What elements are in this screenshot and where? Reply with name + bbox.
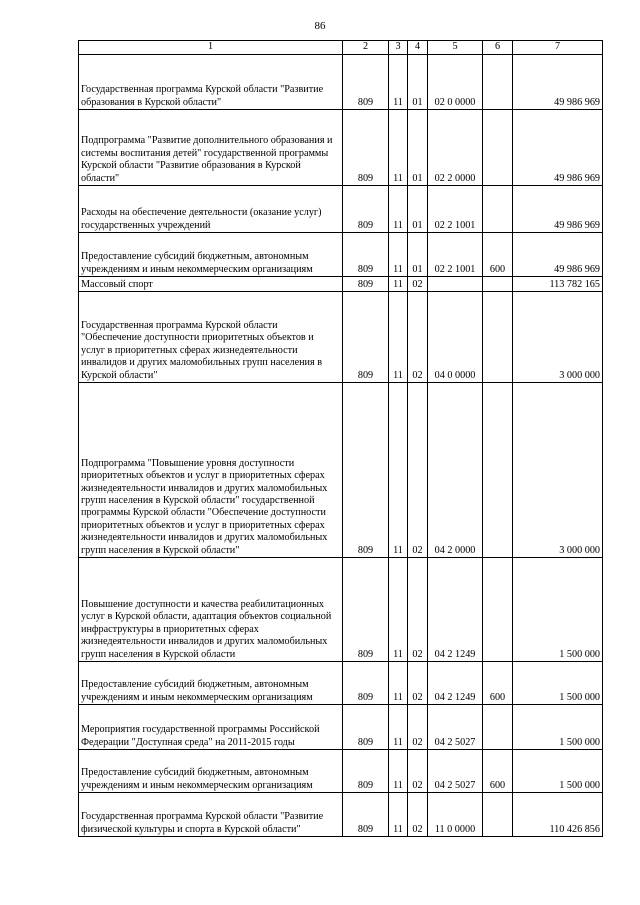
cell-expense-type bbox=[483, 793, 513, 837]
cell-expense-type bbox=[483, 705, 513, 750]
cell-name: Расходы на обеспечение деятельности (оказание услуг) государственных учреждений bbox=[79, 186, 343, 233]
cell-expense-type bbox=[483, 186, 513, 233]
cell-subsection: 01 bbox=[408, 186, 428, 233]
cell-ministry: 809 bbox=[343, 110, 389, 186]
cell-amount: 110 426 856 bbox=[513, 793, 603, 837]
cell-expense-type bbox=[483, 55, 513, 110]
cell-target: 04 2 5027 bbox=[428, 750, 483, 793]
cell-subsection: 02 bbox=[408, 705, 428, 750]
cell-subsection: 02 bbox=[408, 383, 428, 558]
cell-subsection: 02 bbox=[408, 793, 428, 837]
cell-ministry: 809 bbox=[343, 793, 389, 837]
page-number: 86 bbox=[314, 20, 326, 32]
table-row bbox=[79, 186, 603, 233]
budget-table bbox=[78, 40, 603, 837]
cell-ministry: 809 bbox=[343, 705, 389, 750]
cell-target: 02 2 0000 bbox=[428, 110, 483, 186]
column-header-subsection: 4 bbox=[408, 41, 428, 55]
cell-amount: 1 500 000 bbox=[513, 662, 603, 705]
cell-section: 11 bbox=[389, 292, 408, 383]
cell-name: Государственная программа Курской области "Обеспечение доступности приоритетных объектов и услуг в приоритетных сферах жизнедеятельности инвалидов и других маломобильных групп населения в Курской области" bbox=[79, 292, 343, 383]
cell-subsection: 02 bbox=[408, 277, 428, 292]
column-header-name: 1 bbox=[79, 41, 343, 55]
cell-section: 11 bbox=[389, 110, 408, 186]
cell-amount: 49 986 969 bbox=[513, 110, 603, 186]
table-row bbox=[79, 292, 603, 383]
cell-amount: 1 500 000 bbox=[513, 705, 603, 750]
cell-amount: 49 986 969 bbox=[513, 233, 603, 277]
cell-ministry: 809 bbox=[343, 233, 389, 277]
cell-expense-type bbox=[483, 383, 513, 558]
cell-subsection: 01 bbox=[408, 233, 428, 277]
table-row bbox=[79, 383, 603, 558]
cell-target: 02 2 1001 bbox=[428, 186, 483, 233]
cell-section: 11 bbox=[389, 750, 408, 793]
cell-name: Предоставление субсидий бюджетным, автономным учреждениям и иным некоммерческим организациям bbox=[79, 750, 343, 793]
column-header-expense-type: 6 bbox=[483, 41, 513, 55]
column-header-ministry: 2 bbox=[343, 41, 389, 55]
cell-ministry: 809 bbox=[343, 750, 389, 793]
cell-target: 04 2 0000 bbox=[428, 383, 483, 558]
cell-subsection: 02 bbox=[408, 558, 428, 662]
cell-expense-type bbox=[483, 558, 513, 662]
cell-expense-type: 600 bbox=[483, 233, 513, 277]
cell-name: Подпрограмма "Развитие дополнительного образования и системы воспитания детей" государственной программы Курской области "Развитие образования в Курской области" bbox=[79, 110, 343, 186]
table-row bbox=[79, 55, 603, 110]
cell-target: 04 2 5027 bbox=[428, 705, 483, 750]
table-row bbox=[79, 793, 603, 837]
cell-expense-type bbox=[483, 277, 513, 292]
cell-name: Государственная программа Курской области "Развитие физической культуры и спорта в Курской области" bbox=[79, 793, 343, 837]
cell-expense-type bbox=[483, 292, 513, 383]
cell-section: 11 bbox=[389, 277, 408, 292]
cell-name: Предоставление субсидий бюджетным, автономным учреждениям и иным некоммерческим организациям bbox=[79, 662, 343, 705]
cell-section: 11 bbox=[389, 383, 408, 558]
cell-section: 11 bbox=[389, 705, 408, 750]
cell-amount: 49 986 969 bbox=[513, 55, 603, 110]
cell-amount: 3 000 000 bbox=[513, 383, 603, 558]
table-row bbox=[79, 277, 603, 292]
cell-section: 11 bbox=[389, 662, 408, 705]
cell-ministry: 809 bbox=[343, 55, 389, 110]
cell-name: Предоставление субсидий бюджетным, автономным учреждениям и иным некоммерческим организациям bbox=[79, 233, 343, 277]
table-row bbox=[79, 662, 603, 705]
cell-target: 02 2 1001 bbox=[428, 233, 483, 277]
cell-amount: 1 500 000 bbox=[513, 558, 603, 662]
cell-section: 11 bbox=[389, 55, 408, 110]
cell-ministry: 809 bbox=[343, 383, 389, 558]
cell-subsection: 02 bbox=[408, 292, 428, 383]
cell-target: 04 0 0000 bbox=[428, 292, 483, 383]
cell-target: 04 2 1249 bbox=[428, 662, 483, 705]
cell-subsection: 01 bbox=[408, 110, 428, 186]
cell-subsection: 01 bbox=[408, 55, 428, 110]
cell-amount: 49 986 969 bbox=[513, 186, 603, 233]
table-row bbox=[79, 233, 603, 277]
cell-name: Мероприятия государственной программы Российской Федерации "Доступная среда" на 2011-2015 годы bbox=[79, 705, 343, 750]
cell-name: Государственная программа Курской области "Развитие образования в Курской области" bbox=[79, 55, 343, 110]
cell-expense-type: 600 bbox=[483, 750, 513, 793]
table-row bbox=[79, 110, 603, 186]
cell-name: Повышение доступности и качества реабилитационных услуг в Курской области, адаптация объектов социальной инфраструктуры в приоритетных сферах жизнедеятельности инвалидов и других маломобильных групп населения в Курской области bbox=[79, 558, 343, 662]
cell-amount: 3 000 000 bbox=[513, 292, 603, 383]
cell-target: 11 0 0000 bbox=[428, 793, 483, 837]
cell-name: Массовый спорт bbox=[79, 277, 343, 292]
cell-ministry: 809 bbox=[343, 186, 389, 233]
column-header-row bbox=[79, 41, 603, 55]
cell-name: Подпрограмма "Повышение уровня доступности приоритетных объектов и услуг в приоритетных сферах жизнедеятельности инвалидов и других маломобильных групп населения в Курской области" государственной программы Курской области "Обеспечение доступности приоритетных объектов и услуг в приоритетных сферах жизнедеятельности инвалидов и других маломобильных групп населения в Курской области" bbox=[79, 383, 343, 558]
cell-section: 11 bbox=[389, 558, 408, 662]
cell-section: 11 bbox=[389, 233, 408, 277]
cell-subsection: 02 bbox=[408, 750, 428, 793]
table-row bbox=[79, 558, 603, 662]
cell-section: 11 bbox=[389, 793, 408, 837]
cell-expense-type bbox=[483, 110, 513, 186]
cell-subsection: 02 bbox=[408, 662, 428, 705]
column-header-amount: 7 bbox=[513, 41, 603, 55]
table-row bbox=[79, 750, 603, 793]
cell-target: 02 0 0000 bbox=[428, 55, 483, 110]
column-header-section: 3 bbox=[389, 41, 408, 55]
cell-ministry: 809 bbox=[343, 277, 389, 292]
cell-section: 11 bbox=[389, 186, 408, 233]
cell-amount: 113 782 165 bbox=[513, 277, 603, 292]
cell-ministry: 809 bbox=[343, 558, 389, 662]
cell-expense-type: 600 bbox=[483, 662, 513, 705]
table-row bbox=[79, 705, 603, 750]
column-header-target: 5 bbox=[428, 41, 483, 55]
cell-amount: 1 500 000 bbox=[513, 750, 603, 793]
cell-ministry: 809 bbox=[343, 662, 389, 705]
cell-ministry: 809 bbox=[343, 292, 389, 383]
cell-target: 04 2 1249 bbox=[428, 558, 483, 662]
cell-target bbox=[428, 277, 483, 292]
